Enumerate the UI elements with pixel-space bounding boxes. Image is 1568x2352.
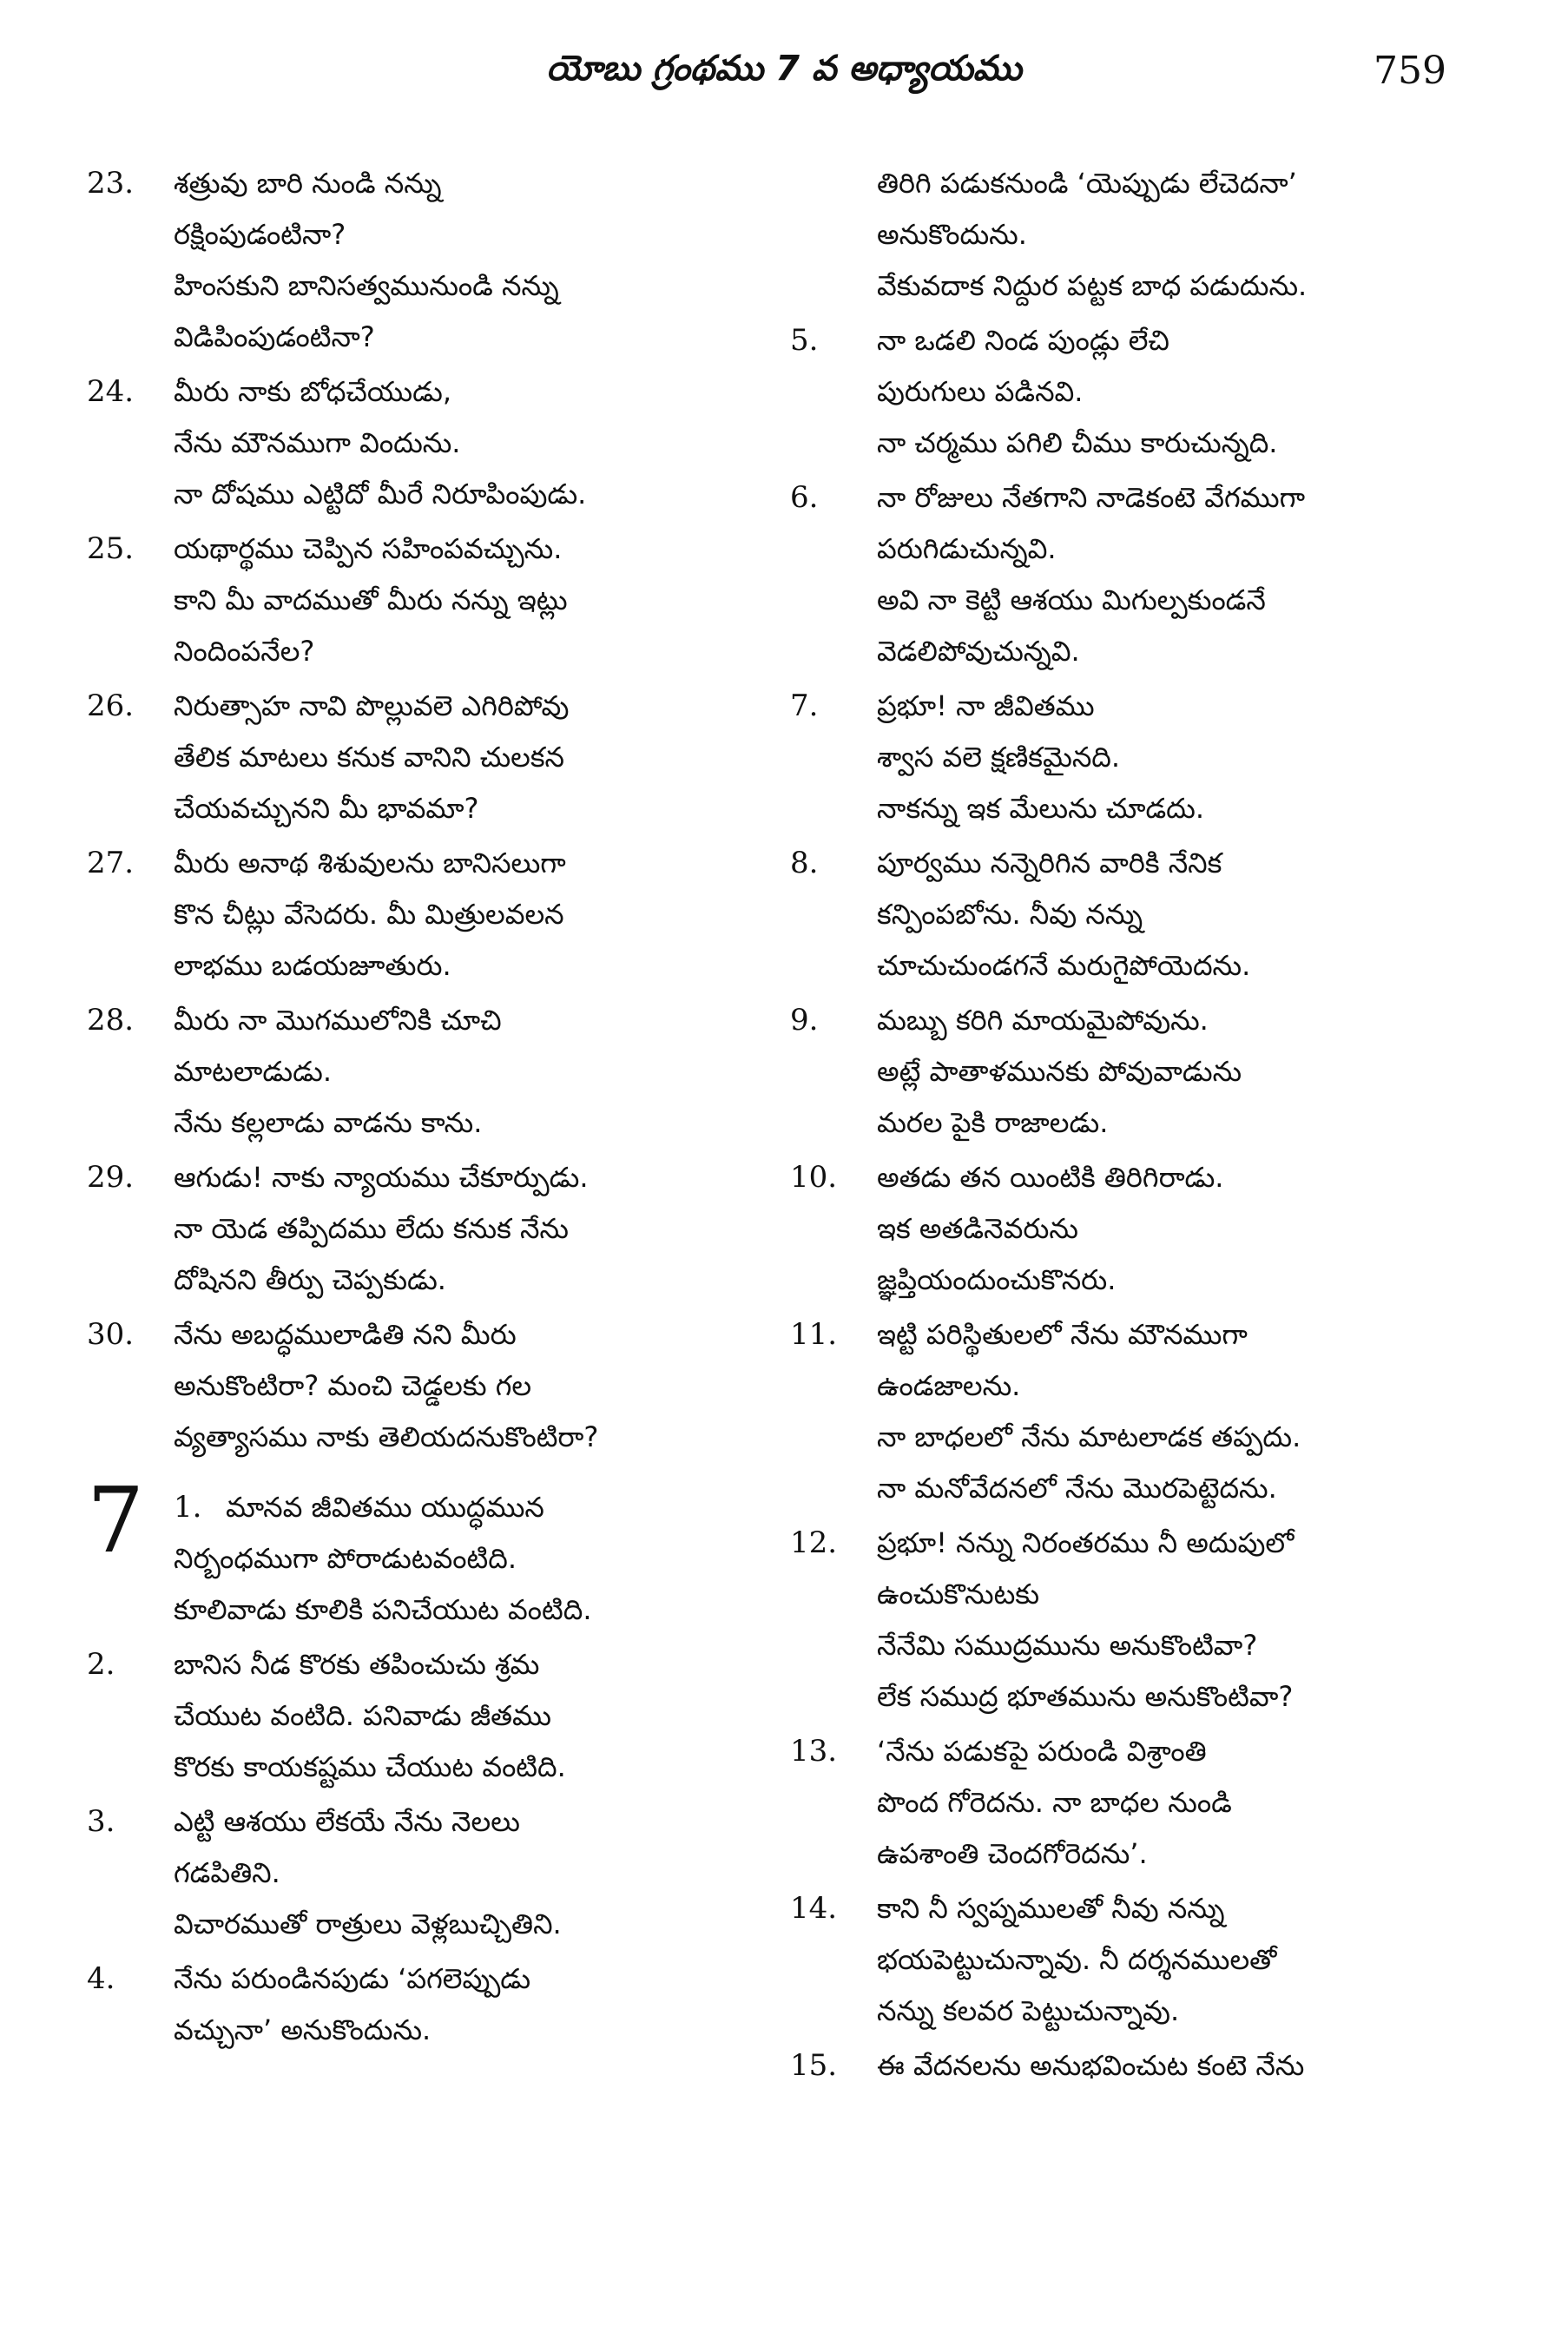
verse [790, 315, 1459, 469]
verse-line: తిరిగి పడుకనుండి ‘యెప్పుడు లేచెదనా’ [877, 167, 1297, 200]
verse-line: పొంద గోరెదను. నా బాధల నుండి [877, 1786, 1232, 1819]
verse-number: 14. [790, 1891, 838, 1926]
verse-line: మాటలాడుడు. [174, 1055, 333, 1088]
verse-line: మీరు నా మొగములోనికి చూచి [174, 1004, 502, 1037]
verse [790, 1309, 1459, 1514]
verse [790, 1152, 1459, 1306]
verse [87, 1152, 755, 1306]
verse-number: 13. [790, 1734, 838, 1769]
verse-line: దోషినని తీర్పు చెప్పకుడు. [174, 1263, 446, 1296]
verse-line: ఇట్టి పరిస్థితులలో నేను మౌనముగా [877, 1318, 1248, 1351]
verse-number: 29. [87, 1160, 135, 1195]
verse-number: 1. [174, 1490, 202, 1525]
verse [790, 1518, 1459, 1723]
verse-number: 2. [87, 1647, 115, 1682]
verse-line: నన్ను కలవర పెట్టుచున్నావు. [877, 1994, 1180, 2027]
verse [87, 838, 755, 992]
verse-line: బానిస నీడ కొరకు తపించుచు శ్రమ [174, 1648, 540, 1681]
verse-line: ప్రభూ! నన్ను నిరంతరము నీ అదుపులో [877, 1526, 1295, 1559]
verse-line: వచ్చునా’ అనుకొందును. [174, 2013, 432, 2046]
verse-line: రక్షింపుడంటినా? [174, 218, 346, 251]
verse-line: ఆగుడు! నాకు న్యాయము చేకూర్పుడు. [174, 1161, 589, 1194]
verse-line: నా రోజులు నేతగాని నాడెకంటె వేగముగా [877, 481, 1306, 514]
verse [790, 838, 1459, 992]
verse-line: వ్యత్యాసము నాకు తెలియదనుకొంటిరా? [174, 1420, 599, 1453]
verse-line: హింసకుని బానిసత్వమునుండి నన్ను [174, 269, 559, 302]
verse-number: 8. [790, 846, 819, 880]
verse-number: 24. [87, 374, 135, 409]
verse-line: విచారముతో రాత్రులు వెళ్లబుచ్చితిని. [174, 1907, 562, 1940]
verse-line: నేను కల్లలాడు వాడను కాను. [174, 1106, 483, 1139]
verse [790, 2040, 1459, 2092]
verse-number: 23. [87, 166, 135, 201]
verse-line: అట్లే పాతాళమునకు పోవువాడును [877, 1055, 1242, 1088]
verse-line: తేలిక మాటలు కనుక వానిని చులకన [174, 741, 565, 774]
verse [87, 1796, 755, 1950]
verse-line: లేక సముద్ర భూతమును అనుకొంటివా? [877, 1680, 1294, 1713]
verse-line: నేనేమి సముద్రమును అనుకొంటివా? [877, 1629, 1258, 1662]
verse-line: యథార్థము చెప్పిన సహింపవచ్చును. [174, 532, 563, 565]
verse-continuation [790, 158, 1459, 312]
verse-line: మరల పైకి రాజాలడు. [877, 1106, 1109, 1139]
verse-number: 5. [790, 323, 819, 358]
verse-line: ఈ వేదనలను అనుభవించుట కంటె నేను [877, 2049, 1305, 2082]
verse [87, 1482, 755, 1636]
verse [790, 995, 1459, 1149]
verse-line: నా ఒడలి నిండ పుండ్లు లేచి [877, 324, 1169, 357]
verse-number: 6. [790, 480, 819, 515]
verse-line: నాకన్ను ఇక మేలును చూడదు. [877, 792, 1205, 825]
verse-line: విడిపింపుడంటినా? [174, 320, 375, 353]
verse [87, 158, 755, 363]
verse-line: అవి నా కెట్టి ఆశయు మిగుల్పకుండనే [877, 583, 1266, 616]
verse [87, 681, 755, 834]
verse-line: ఎట్టి ఆశయు లేకయే నేను నెలలు [174, 1805, 520, 1838]
verse-line: నేను అబద్ధములాడితి నని మీరు [174, 1318, 517, 1351]
verse-line: నేను పరుండినపుడు ‘పగలెప్పుడు [174, 1962, 531, 1995]
verse-number: 15. [790, 2048, 838, 2083]
verse-line: కూలివాడు కూలికి పనిచేయుట వంటిది. [174, 1593, 592, 1626]
verse-line: నేను మౌనముగా విందును. [174, 426, 461, 459]
verse-line: లాభము బడయజూతురు. [174, 949, 451, 982]
verse-line: మబ్బు కరిగి మాయమైపోవును. [877, 1004, 1209, 1037]
verse-line: ప్రభూ! నా జీవితము [877, 689, 1095, 722]
chapter-6-verses [87, 158, 755, 1463]
verse-line: పూర్వము నన్నెరిగిన వారికి నేనిక [877, 847, 1222, 880]
verse-number: 12. [790, 1525, 838, 1560]
verse-line: అనుకొందును. [877, 218, 1027, 251]
verse-line: కొరకు కాయకష్టము చేయుట వంటిది. [174, 1750, 566, 1783]
chapter-7-verses [87, 1482, 755, 2056]
verse-line: శ్వాస వలె క్షణికమైనది. [877, 741, 1121, 774]
verse-line: ఉపశాంతి చెందగోరెదను’. [877, 1837, 1148, 1870]
page-header [0, 42, 1568, 111]
verse [87, 524, 755, 677]
verse-number: 4. [87, 1961, 115, 1996]
verse-line: అనుకొంటిరా? మంచి చెడ్డలకు గల [174, 1369, 532, 1402]
verse [790, 1883, 1459, 2037]
verse-line: శత్రువు బారి నుండి నన్ను [174, 167, 442, 200]
verse-number: 10. [790, 1160, 838, 1195]
verse-line: నిర్బంధముగా పోరాడుటవంటిది. [174, 1542, 517, 1575]
verse-line: కన్పింపబోను. నీవు నన్ను [877, 898, 1143, 931]
verse-line: చేయవచ్చునని మీ భావమా? [174, 792, 479, 825]
verse-line: నా దోషము ఎట్టిదో మీరే నిరూపింపుడు. [174, 478, 587, 511]
verse-number: 27. [87, 846, 135, 880]
verse-line: భయపెట్టుచున్నావు. నీ దర్శనములతో [877, 1943, 1277, 1976]
verse-number: 3. [87, 1804, 115, 1839]
verse-line: ‘నేను పడుకపై పరుండి విశ్రాంతి [877, 1735, 1207, 1768]
verse-line: కొన చీట్లు వేసెదరు. మీ మిత్రులవలన [174, 898, 564, 931]
verse-line: పురుగులు పడినవి. [877, 375, 1084, 408]
verse-line: ఉండజాలను. [877, 1369, 1021, 1402]
verse-number: 7. [790, 688, 819, 723]
verse-line: ఉంచుకొనుటకు [877, 1578, 1040, 1611]
chapter-7-block [87, 1467, 755, 2056]
verse-line: నా యెడ తప్పిదము లేదు కనుక నేను [174, 1212, 569, 1245]
verse-number: 26. [87, 688, 135, 723]
verse-line: నా మనోవేదనలో నేను మొరపెట్టెదను. [877, 1472, 1277, 1505]
verse-number: 11. [790, 1317, 838, 1352]
right-column [790, 158, 1459, 2095]
verse [790, 1726, 1459, 1880]
verse [87, 1953, 755, 2056]
verse [790, 681, 1459, 834]
verse-line: చూచుచుండగనే మరుగైపోయెదను. [877, 949, 1251, 982]
verse-number: 9. [790, 1003, 819, 1038]
verse-line: మీరు అనాథ శిశువులను బానిసలుగా [174, 847, 566, 880]
page-number: 759 [1374, 49, 1446, 93]
verse-number: 25. [87, 531, 135, 566]
verse-line: వేకువదాక నిద్దుర పట్టక బాధ పడుదును. [877, 269, 1308, 302]
verse-line: చేయుట వంటిది. పనివాడు జీతము [174, 1699, 551, 1732]
verse-line: నిందింపనేల? [174, 635, 315, 668]
chapter-number: 7 [87, 1467, 145, 1573]
verse-line: జ్ఞప్తియందుంచుకొనరు. [877, 1263, 1117, 1296]
verse-line: ఇక అతడినెవరును [877, 1212, 1078, 1245]
verse-line: నా చర్మము పగిలి చీము కారుచున్నది. [877, 426, 1278, 459]
verse [790, 472, 1459, 677]
verse-line: పరుగిడుచున్నవి. [877, 532, 1057, 565]
verse-number: 30. [87, 1317, 135, 1352]
verse-line: అతడు తన యింటికి తిరిగిరాడు. [877, 1161, 1224, 1194]
verse [87, 1309, 755, 1463]
page-title: యోబు గ్రంథము 7 వ అధ్యాయము [546, 49, 1022, 89]
left-column [87, 158, 755, 2059]
verse-line: మీరు నాకు బోధచేయుడు, [174, 375, 451, 408]
verse-line: వెడలిపోవుచున్నవి. [877, 635, 1080, 668]
verse-line: నా బాధలలో నేను మాటలాడక తప్పదు. [877, 1420, 1301, 1453]
verse [87, 1639, 755, 1793]
verse-line: కాని నీ స్వప్నములతో నీవు నన్ను [877, 1892, 1225, 1925]
verse-number: 28. [87, 1003, 135, 1038]
verse [87, 366, 755, 520]
verse-line: నిరుత్సాహ నావి పొల్లువలె ఎగిరిపోవు [174, 689, 570, 722]
verse-line: మానవ జీవితము యుద్ధమున [226, 1491, 544, 1524]
verse-line: గడపితిని. [174, 1856, 280, 1889]
right-verses [790, 315, 1459, 2092]
verse-line: కాని మీ వాదముతో మీరు నన్ను ఇట్లు [174, 583, 568, 616]
verse [87, 995, 755, 1149]
